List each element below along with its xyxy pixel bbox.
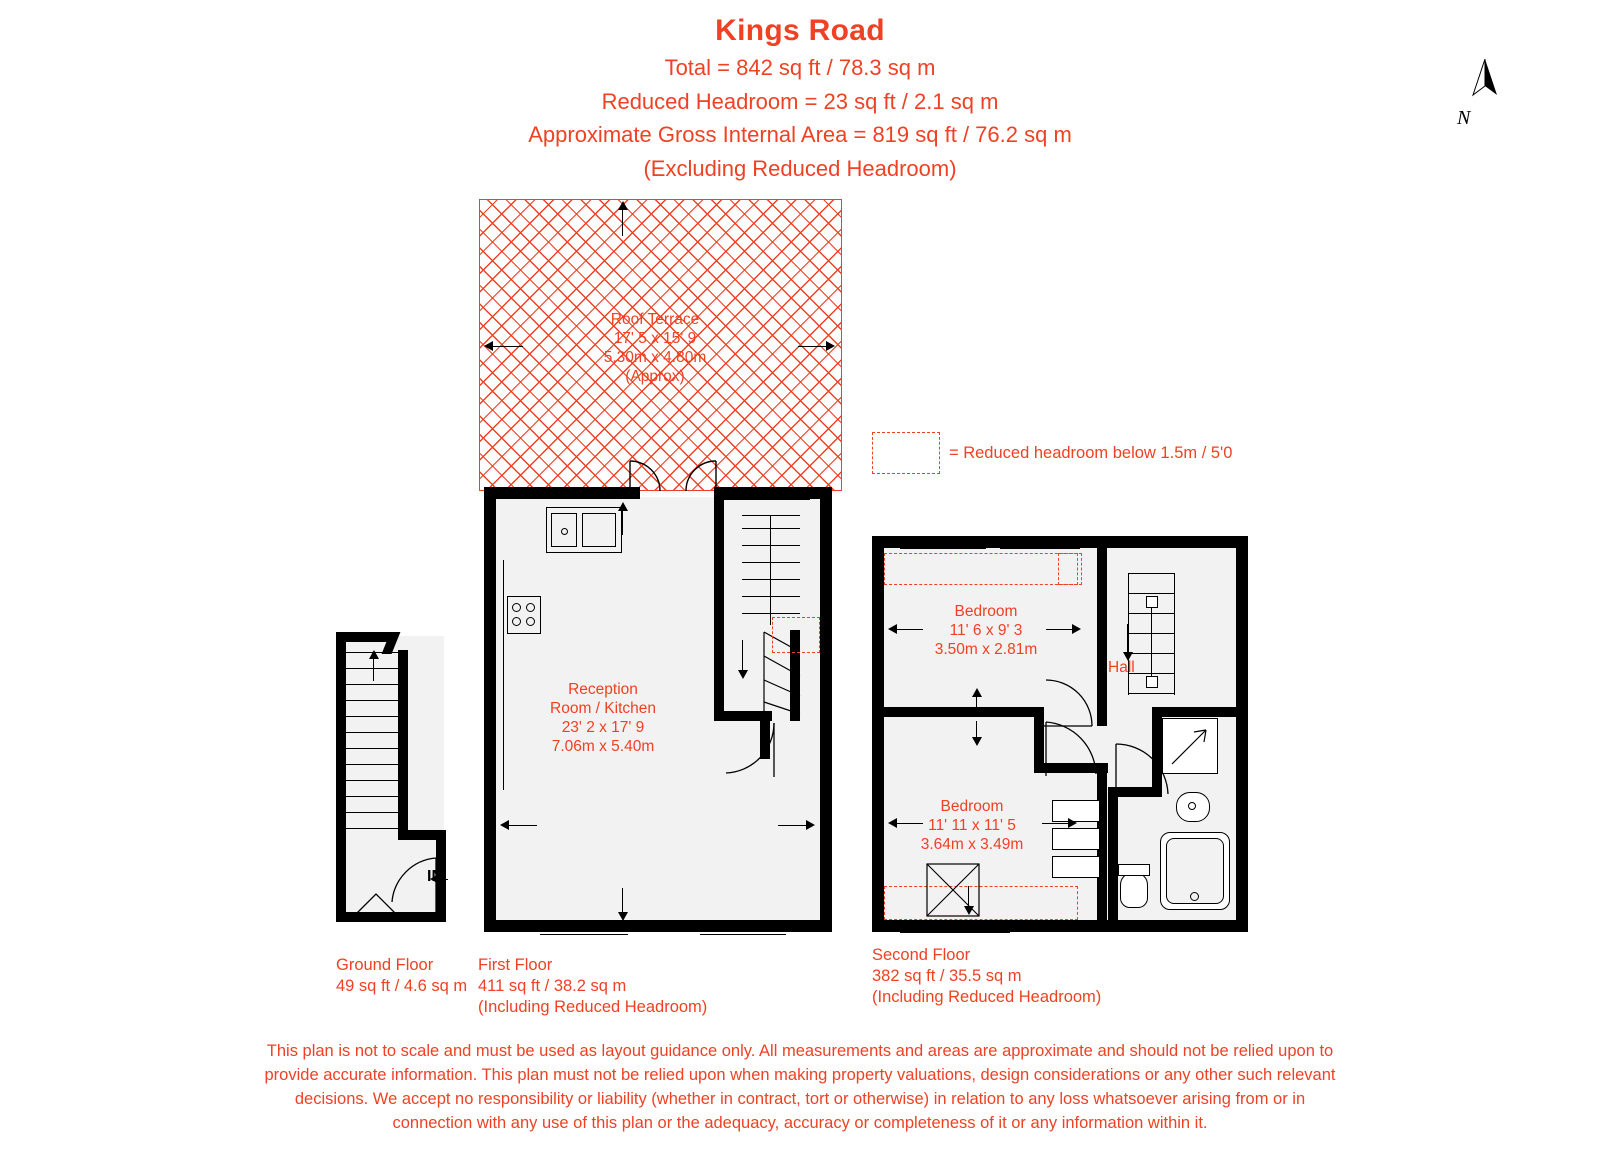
header-total-area: Total = 842 sq ft / 78.3 sq m bbox=[664, 55, 936, 80]
disclaimer-line-4: connection with any use of this plan or the adequacy, accuracy or completeness of it or any information within it. bbox=[392, 1113, 1208, 1132]
roof-terrace-dims-imperial: 17' 5 x 15' 9 bbox=[613, 329, 697, 347]
entrance-label: IN bbox=[427, 868, 443, 885]
hob-ring bbox=[512, 617, 521, 626]
dimension-line bbox=[968, 886, 969, 906]
stair-direction-line bbox=[742, 640, 743, 670]
first-floor-area: 411 sq ft / 38.2 sq m bbox=[478, 977, 627, 996]
wardrobe-lower bbox=[1052, 856, 1100, 878]
dimension-arrow-down bbox=[972, 737, 982, 746]
first-floor-note: (Including Reduced Headroom) bbox=[478, 998, 708, 1017]
dimension-arrow-down bbox=[618, 912, 628, 921]
reduced-headroom-zone-top bbox=[884, 553, 1078, 585]
disclaimer-line-2: provide accurate information. This plan must not be relied upon when making property valuations, design considerations or any other such relevant bbox=[264, 1065, 1336, 1084]
second-floor-note: (Including Reduced Headroom) bbox=[872, 988, 1102, 1007]
disclaimer bbox=[0, 1040, 1600, 1136]
dashed-rectangle-swatch-icon bbox=[872, 432, 940, 474]
wall-right bbox=[820, 487, 832, 932]
reception-dims-imperial: 23' 2 x 17' 9 bbox=[561, 718, 645, 736]
compass-label: N bbox=[1457, 107, 1471, 129]
wall-top bbox=[872, 536, 1248, 548]
bedroom2-dims-imperial: 11' 11 x 11' 5 bbox=[928, 816, 1016, 834]
dimension-line bbox=[622, 511, 623, 535]
wall-hall-left-upper bbox=[1097, 536, 1107, 726]
dimension-arrow-down bbox=[964, 906, 974, 915]
compass-north-icon bbox=[1455, 55, 1515, 135]
hob-ring bbox=[512, 603, 521, 612]
second-floor-caption bbox=[872, 945, 1101, 1008]
wall-right bbox=[1236, 536, 1248, 932]
first-floor-caption bbox=[478, 955, 707, 1018]
wall-top-right bbox=[714, 487, 832, 499]
reception-name-line1: Reception bbox=[568, 681, 638, 698]
legend-label: = Reduced headroom below 1.5m / 5'0 bbox=[949, 443, 1233, 462]
dimension-arrow-left bbox=[484, 341, 493, 351]
dimension-line bbox=[976, 721, 977, 737]
header-reduced-headroom: Reduced Headroom = 23 sq ft / 2.1 sq m bbox=[601, 88, 999, 114]
bedroom1-dims-imperial: 11' 6 x 9' 3 bbox=[949, 621, 1023, 639]
stair-direction-line bbox=[373, 659, 374, 681]
dimension-arrow-up bbox=[972, 688, 982, 697]
wall-top-left bbox=[484, 487, 640, 499]
disclaimer-line-1: This plan is not to scale and must be used as layout guidance only. All measurements and areas are approximate and should not be relied upon to bbox=[266, 1042, 1334, 1060]
reduced-headroom-zone bbox=[772, 617, 820, 653]
dimension-line bbox=[778, 825, 806, 826]
bedroom1-name: Bedroom bbox=[954, 603, 1018, 620]
reception-room-label bbox=[503, 681, 703, 757]
kitchen-hob bbox=[507, 596, 541, 634]
first-floor-name: First Floor bbox=[478, 956, 553, 974]
roof-terrace-name: Roof Terrace bbox=[610, 311, 700, 328]
dimension-arrow-left bbox=[500, 820, 509, 830]
hob-ring bbox=[526, 603, 535, 612]
hob-ring bbox=[526, 617, 535, 626]
wall-bedroom-divider bbox=[884, 707, 1044, 717]
reduced-headroom-zone-corner bbox=[1058, 553, 1082, 585]
header-gross-internal-area: Approximate Gross Internal Area = 819 sq ft / 76.2 sq m bbox=[528, 122, 1072, 147]
bedroom2-name: Bedroom bbox=[940, 798, 1004, 815]
wall-left bbox=[336, 632, 346, 922]
sink-drainer bbox=[582, 513, 616, 547]
dimension-line bbox=[622, 888, 623, 912]
wall-bathroom-left-lower bbox=[1108, 787, 1118, 921]
dimension-line bbox=[976, 697, 977, 713]
ground-floor-caption bbox=[336, 955, 467, 997]
wall-stair-left bbox=[714, 499, 724, 721]
dimension-line bbox=[622, 210, 623, 236]
wall-left bbox=[484, 487, 496, 932]
bathtub-plughole bbox=[1190, 892, 1199, 901]
wall-left bbox=[872, 536, 884, 932]
stair-direction-arrow bbox=[369, 650, 379, 659]
bedroom2-dims-metric: 3.64m x 3.49m bbox=[920, 835, 1024, 853]
wall-right-upper bbox=[398, 650, 408, 840]
dimension-arrow-up bbox=[618, 502, 628, 511]
bedroom1-label bbox=[886, 603, 1086, 660]
plan-header bbox=[0, 0, 1600, 182]
roof-terrace-label bbox=[505, 311, 805, 387]
newel-post bbox=[1146, 596, 1158, 608]
page-title: Kings Road bbox=[715, 14, 885, 47]
stair-direction-line bbox=[1127, 624, 1128, 652]
toilet bbox=[1120, 872, 1148, 908]
bedroom1-dims-metric: 3.50m x 2.81m bbox=[934, 640, 1038, 658]
reduced-headroom-zone-bottom bbox=[884, 886, 1078, 920]
hall-label: Hall bbox=[1108, 659, 1135, 676]
disclaimer-line-3: decisions. We accept no responsibility or liability (whether in contract, tort or otherwise) in relation to any loss whatsoever arising from or in bbox=[294, 1089, 1306, 1108]
dimension-arrow-up bbox=[618, 201, 628, 210]
bedroom2-label bbox=[872, 798, 1072, 855]
sink-plughole bbox=[561, 528, 568, 535]
wall-top bbox=[336, 632, 392, 642]
reception-name-line2: Room / Kitchen bbox=[550, 699, 656, 717]
second-floor-area: 382 sq ft / 35.5 sq m bbox=[872, 967, 1022, 986]
dimension-line bbox=[509, 825, 537, 826]
wall-bottom bbox=[872, 920, 1248, 932]
legend bbox=[872, 432, 1232, 474]
reception-dims-metric: 7.06m x 5.40m bbox=[551, 737, 655, 755]
stair-direction-arrow bbox=[738, 670, 748, 679]
roof-terrace-approx-note: (Approx) bbox=[625, 367, 685, 385]
second-floor-name: Second Floor bbox=[872, 946, 971, 964]
dimension-arrow-right bbox=[806, 820, 815, 830]
roof-terrace-dims-metric: 5.30m x 4.80m bbox=[603, 348, 707, 366]
toilet-cistern bbox=[1118, 864, 1150, 876]
basin-plughole bbox=[1188, 802, 1196, 810]
wall-bathroom-top bbox=[1152, 707, 1248, 717]
ground-floor-area: 49 sq ft / 4.6 sq m bbox=[336, 977, 468, 996]
header-exclusion-note: (Excluding Reduced Headroom) bbox=[643, 155, 957, 181]
shower-arrow-icon bbox=[1166, 722, 1214, 770]
ground-floor-name: Ground Floor bbox=[336, 956, 434, 974]
